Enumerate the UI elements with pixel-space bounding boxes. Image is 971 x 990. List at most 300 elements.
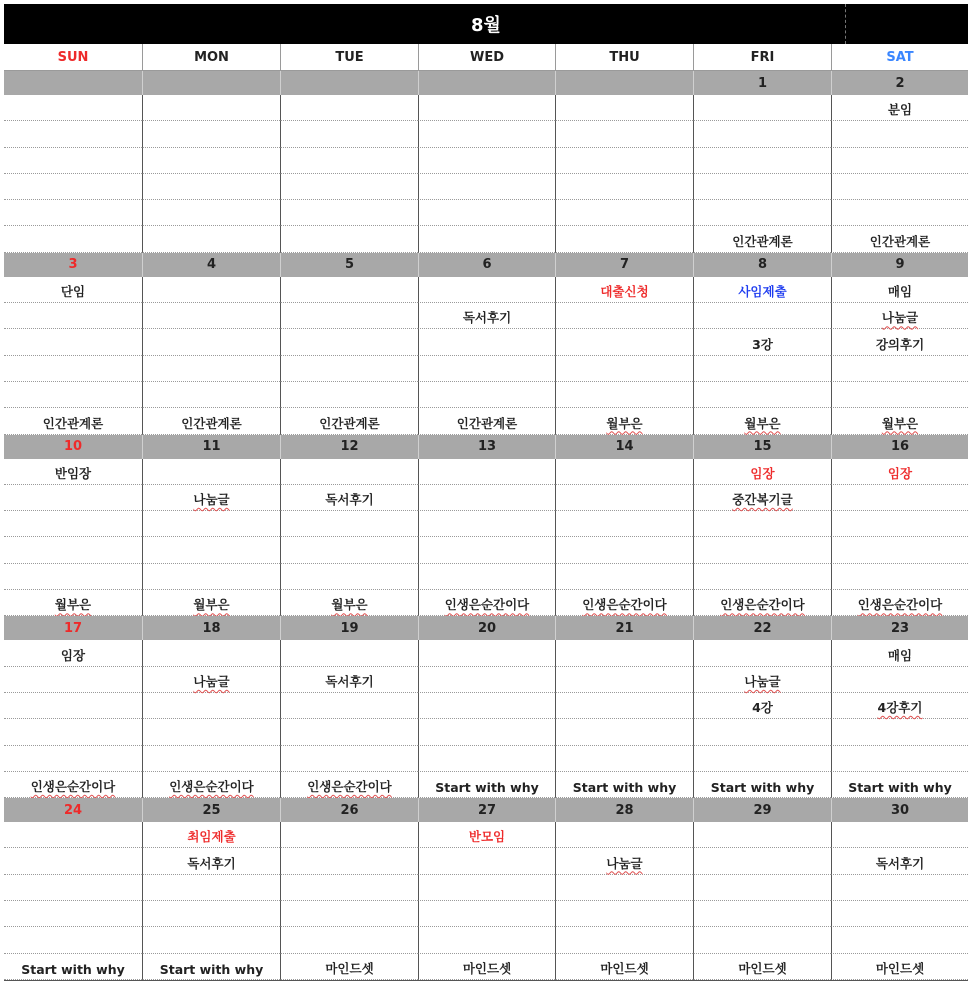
event-cell[interactable] [4,121,142,147]
event-cell[interactable] [831,356,968,382]
event-cell[interactable] [142,564,280,590]
event-cell[interactable] [280,382,418,408]
event-cell[interactable] [142,356,280,382]
weekday-sun: SUN [4,44,142,71]
event-cell[interactable] [831,693,968,719]
event-cell[interactable] [280,277,418,303]
event-cell[interactable] [142,226,280,252]
event-cell[interactable] [693,226,831,252]
event-text: Start with why [159,961,264,977]
event-cell[interactable] [142,746,280,772]
event-text: 월부은 [54,597,92,613]
event-row [4,408,968,434]
event-cell[interactable] [418,537,555,563]
event-cell[interactable] [418,95,555,121]
event-cell[interactable] [280,772,418,798]
event-cell[interactable] [418,822,555,848]
event-cell[interactable] [693,693,831,719]
event-row [4,148,968,174]
event-cell[interactable] [418,590,555,616]
event-row [4,640,968,666]
event-row [4,822,968,848]
event-cell[interactable] [693,329,831,355]
event-text: 인생은순간이다 [30,779,116,795]
event-cell[interactable] [693,459,831,485]
event-cell[interactable] [418,459,555,485]
event-cell[interactable] [693,848,831,874]
event-cell[interactable] [4,954,142,980]
event-cell[interactable] [280,329,418,355]
event-cell[interactable] [142,822,280,848]
event-cell[interactable] [418,511,555,537]
date-number: 17 [4,616,142,640]
event-cell[interactable] [280,200,418,226]
event-cell[interactable] [693,174,831,200]
event-cell[interactable] [418,329,555,355]
event-cell[interactable] [555,590,693,616]
event-cell[interactable] [555,772,693,798]
event-cell[interactable] [555,537,693,563]
date-number: 6 [418,253,555,277]
event-cell[interactable] [4,693,142,719]
event-cell[interactable] [555,277,693,303]
date-number [280,71,418,95]
event-cell[interactable] [4,329,142,355]
event-cell[interactable] [555,303,693,329]
event-text: 최임제출 [187,829,236,845]
event-cell[interactable] [142,537,280,563]
event-text: 인간관계론 [319,415,380,431]
event-text: 인간관계론 [42,415,104,431]
event-cell[interactable] [4,772,142,798]
event-text: 마인드셋 [600,960,649,976]
event-cell[interactable] [4,200,142,226]
event-cell[interactable] [831,174,968,200]
event-cell[interactable] [555,95,693,121]
event-text: 인간관계론 [869,233,931,249]
event-text: 단임 [60,284,86,300]
event-cell[interactable] [555,719,693,745]
event-cell[interactable] [4,511,142,537]
date-number: 12 [280,435,418,459]
event-cell[interactable] [831,121,968,147]
date-number: 13 [418,435,555,459]
event-cell[interactable] [418,875,555,901]
calendar [4,4,968,981]
event-cell[interactable] [418,564,555,590]
date-number: 8 [693,253,831,277]
event-row [4,927,968,953]
event-row [4,954,968,980]
event-text: 마인드셋 [875,960,925,976]
event-cell[interactable] [418,200,555,226]
event-cell[interactable] [280,121,418,147]
event-cell[interactable] [418,901,555,927]
event-cell[interactable] [831,382,968,408]
event-row [4,746,968,772]
event-text: 인생은순간이다 [307,779,392,795]
event-cell[interactable] [142,719,280,745]
event-cell[interactable] [4,356,142,382]
event-cell[interactable] [693,667,831,693]
event-row [4,356,968,382]
event-cell[interactable] [4,719,142,745]
event-text: 독서후기 [325,492,374,508]
event-cell[interactable] [142,954,280,980]
event-cell[interactable] [418,408,555,434]
event-cell[interactable] [831,667,968,693]
event-cell[interactable] [4,95,142,121]
event-cell[interactable] [693,927,831,953]
event-cell[interactable] [555,954,693,980]
event-row [4,459,968,485]
event-cell[interactable] [280,408,418,434]
event-cell[interactable] [555,640,693,666]
event-cell[interactable] [4,927,142,953]
event-cell[interactable] [280,148,418,174]
event-cell[interactable] [142,329,280,355]
event-cell[interactable] [280,226,418,252]
date-number: 11 [142,435,280,459]
week [4,616,968,798]
event-cell[interactable] [280,954,418,980]
date-number: 4 [142,253,280,277]
event-cell[interactable] [418,693,555,719]
weekday-thu: THU [555,44,693,71]
event-cell[interactable] [4,459,142,485]
event-cell[interactable] [280,848,418,874]
event-row [4,329,968,355]
event-cell[interactable] [831,954,968,980]
event-cell[interactable] [693,200,831,226]
event-cell[interactable] [418,174,555,200]
event-cell[interactable] [280,537,418,563]
event-cell[interactable] [831,848,968,874]
event-cell[interactable] [555,200,693,226]
event-cell[interactable] [4,640,142,666]
event-text: 인생은순간이다 [444,597,530,613]
event-text: 나눔글 [193,673,230,689]
event-cell[interactable] [280,822,418,848]
event-cell[interactable] [418,382,555,408]
date-number: 27 [418,798,555,822]
date-number: 24 [4,798,142,822]
event-row [4,121,968,147]
event-cell[interactable] [831,719,968,745]
event-row [4,382,968,408]
event-text: 독서후기 [462,310,512,326]
event-cell[interactable] [418,277,555,303]
event-cell[interactable] [418,148,555,174]
event-cell[interactable] [280,875,418,901]
event-text: 독서후기 [187,855,236,871]
event-row [4,875,968,901]
event-cell[interactable] [555,848,693,874]
event-cell[interactable] [831,590,968,616]
event-text: Start with why [848,780,952,796]
event-cell[interactable] [418,667,555,693]
event-row [4,719,968,745]
event-text: Start with why [710,780,815,796]
event-cell[interactable] [418,226,555,252]
event-cell[interactable] [418,954,555,980]
event-cell[interactable] [280,303,418,329]
event-cell[interactable] [693,356,831,382]
event-text: 나눔글 [606,855,643,871]
event-cell[interactable] [693,772,831,798]
event-cell[interactable] [831,277,968,303]
event-text: 강의후기 [875,336,925,352]
event-cell[interactable] [555,564,693,590]
event-cell[interactable] [555,511,693,537]
event-cell[interactable] [831,537,968,563]
event-cell[interactable] [418,746,555,772]
event-text: 임장 [887,465,913,481]
event-cell[interactable] [693,590,831,616]
event-cell[interactable] [831,95,968,121]
event-cell[interactable] [142,693,280,719]
date-number: 9 [831,253,968,277]
event-cell[interactable] [555,459,693,485]
event-cell[interactable] [142,875,280,901]
event-text: 월부은 [881,415,919,431]
event-cell[interactable] [280,667,418,693]
event-cell[interactable] [693,511,831,537]
event-cell[interactable] [555,901,693,927]
event-cell[interactable] [4,590,142,616]
event-cell[interactable] [418,927,555,953]
event-cell[interactable] [831,459,968,485]
event-text: 마인드셋 [462,960,512,976]
event-cell[interactable] [555,408,693,434]
date-number: 21 [555,616,693,640]
event-cell[interactable] [142,640,280,666]
event-cell[interactable] [4,746,142,772]
weeks-container [4,71,968,981]
event-cell[interactable] [555,485,693,511]
event-cell[interactable] [280,356,418,382]
event-cell[interactable] [142,303,280,329]
event-cell[interactable] [831,408,968,434]
event-cell[interactable] [280,95,418,121]
event-cell[interactable] [831,485,968,511]
event-cell[interactable] [4,277,142,303]
date-number [418,71,555,95]
event-cell[interactable] [831,329,968,355]
event-cell[interactable] [142,590,280,616]
event-cell[interactable] [831,511,968,537]
date-number-row [4,435,968,459]
event-cell[interactable] [4,875,142,901]
event-cell[interactable] [418,640,555,666]
event-cell[interactable] [555,121,693,147]
event-cell[interactable] [4,148,142,174]
event-cell[interactable] [693,277,831,303]
event-cell[interactable] [4,848,142,874]
event-text: 독서후기 [875,855,925,871]
event-cell[interactable] [693,537,831,563]
event-cell[interactable] [693,901,831,927]
event-cell[interactable] [142,95,280,121]
event-cell[interactable] [555,822,693,848]
event-cell[interactable] [280,901,418,927]
event-text: 인생은순간이다 [857,597,943,613]
event-cell[interactable] [693,121,831,147]
event-cell[interactable] [280,640,418,666]
date-number: 2 [831,71,968,95]
event-cell[interactable] [4,564,142,590]
event-cell[interactable] [831,822,968,848]
event-cell[interactable] [4,382,142,408]
date-number: 1 [693,71,831,95]
weekday-mon: MON [142,44,280,71]
event-cell[interactable] [142,200,280,226]
event-cell[interactable] [831,303,968,329]
date-number: 19 [280,616,418,640]
event-cell[interactable] [142,408,280,434]
event-text: 4강후기 [877,700,923,716]
event-row [4,772,968,798]
event-row [4,200,968,226]
event-cell[interactable] [693,564,831,590]
event-cell[interactable] [280,564,418,590]
event-row [4,485,968,511]
date-number: 26 [280,798,418,822]
event-cell[interactable] [693,954,831,980]
event-cell[interactable] [280,511,418,537]
event-cell[interactable] [693,822,831,848]
event-text: 마인드셋 [325,960,374,976]
event-cell[interactable] [693,719,831,745]
event-cell[interactable] [142,459,280,485]
weekday-header [4,44,968,71]
event-cell[interactable] [693,148,831,174]
event-cell[interactable] [280,719,418,745]
event-cell[interactable] [555,746,693,772]
event-cell[interactable] [4,226,142,252]
event-cell[interactable] [280,927,418,953]
event-cell[interactable] [142,277,280,303]
event-cell[interactable] [555,875,693,901]
event-cell[interactable] [693,303,831,329]
event-cell[interactable] [418,772,555,798]
event-cell[interactable] [555,927,693,953]
event-text: 대출신청 [600,284,649,300]
event-text: 반모임 [468,829,506,845]
event-cell[interactable] [418,485,555,511]
event-cell[interactable] [693,408,831,434]
event-cell[interactable] [555,226,693,252]
event-cell[interactable] [4,901,142,927]
event-cell[interactable] [831,564,968,590]
event-cell[interactable] [280,174,418,200]
title-divider [845,4,846,44]
event-cell[interactable] [831,746,968,772]
date-number: 29 [693,798,831,822]
event-cell[interactable] [280,746,418,772]
event-cell[interactable] [4,485,142,511]
event-cell[interactable] [831,927,968,953]
event-text: 인생은순간이다 [169,779,254,795]
event-cell[interactable] [418,719,555,745]
event-cell[interactable] [142,772,280,798]
event-cell[interactable] [418,303,555,329]
event-cell[interactable] [693,746,831,772]
event-text: 월부은 [744,415,781,431]
week [4,253,968,435]
event-cell[interactable] [693,485,831,511]
event-cell[interactable] [142,148,280,174]
event-cell[interactable] [831,200,968,226]
event-cell[interactable] [693,640,831,666]
event-cell[interactable] [831,901,968,927]
event-row [4,277,968,303]
date-number: 30 [831,798,968,822]
event-cell[interactable] [693,95,831,121]
date-number [4,71,142,95]
event-cell[interactable] [555,356,693,382]
event-cell[interactable] [4,303,142,329]
event-cell[interactable] [693,875,831,901]
event-cell[interactable] [555,693,693,719]
month-title-text: 8월 [471,15,501,36]
event-cell[interactable] [142,485,280,511]
event-cell[interactable] [142,174,280,200]
event-cell[interactable] [418,356,555,382]
event-cell[interactable] [142,121,280,147]
event-cell[interactable] [831,772,968,798]
event-cell[interactable] [418,121,555,147]
event-cell[interactable] [831,148,968,174]
event-cell[interactable] [555,148,693,174]
event-cell[interactable] [555,667,693,693]
event-cell[interactable] [142,511,280,537]
event-cell[interactable] [142,901,280,927]
event-row [4,537,968,563]
event-cell[interactable] [693,382,831,408]
event-cell[interactable] [280,693,418,719]
event-cell[interactable] [280,590,418,616]
event-cell[interactable] [142,927,280,953]
date-number: 7 [555,253,693,277]
event-cell[interactable] [4,537,142,563]
date-number: 15 [693,435,831,459]
event-cell[interactable] [4,667,142,693]
event-cell[interactable] [142,667,280,693]
event-cell[interactable] [831,875,968,901]
event-cell[interactable] [142,382,280,408]
event-text: 월부은 [193,597,230,613]
event-row [4,667,968,693]
event-cell[interactable] [142,848,280,874]
event-cell[interactable] [555,329,693,355]
date-number: 20 [418,616,555,640]
event-text: Start with why [435,780,539,796]
event-cell[interactable] [555,174,693,200]
event-cell[interactable] [4,822,142,848]
event-text: 나눔글 [744,673,781,689]
event-cell[interactable] [4,408,142,434]
event-cell[interactable] [4,174,142,200]
event-cell[interactable] [418,848,555,874]
event-text: 인간관계론 [181,415,242,431]
event-cell[interactable] [280,459,418,485]
event-cell[interactable] [555,382,693,408]
event-cell[interactable] [831,226,968,252]
event-cell[interactable] [831,640,968,666]
date-number-row [4,616,968,640]
event-cell[interactable] [280,485,418,511]
